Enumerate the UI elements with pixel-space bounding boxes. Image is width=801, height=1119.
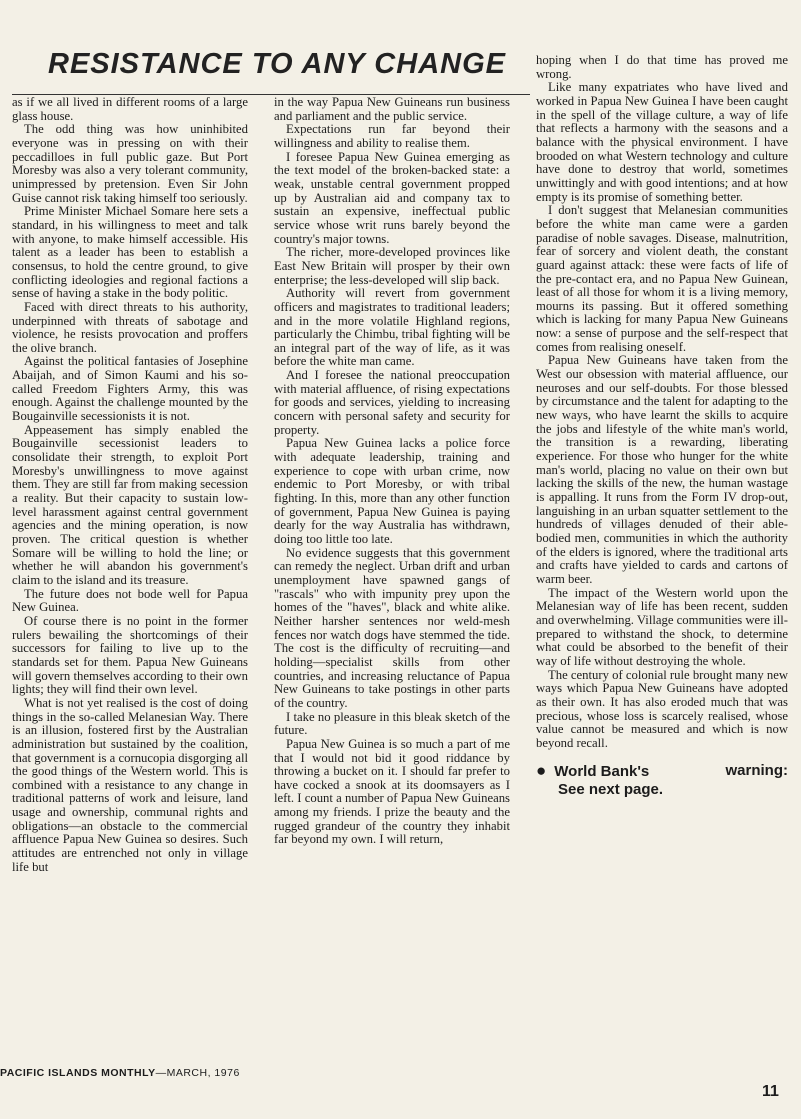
- paragraph: Expectations run far beyond their willingness and ability to realise them.: [274, 122, 510, 150]
- paragraph: Of course there is no point in the former rulers bewailing the shortcomings of their successors for failing to live up to the standards set for them. Papua New Guineans will govern themselves according to their own lights; they will find their own level.: [12, 613, 248, 697]
- paragraph: The future does not bode well for Papua New Guinea.: [12, 586, 248, 615]
- paragraph: Faced with direct threats to his authority, underpinned with threats of sabotage and violence, he resists provocation and proffers the olive branch.: [12, 299, 248, 355]
- paragraph: Papua New Guineans have taken from the West our obsession with material affluence, our neuroses and our self-doubts. For those blessed by circumstance and the talent for adapting to the new ways, who have learnt the skills to acquire the jobs and lifestyle of the white man's world, the transition is a rewarding, liberating experience. For those who hunger for the white man's world, placing no value on their own but lacking the skills of the new, the human wastage is appalling. It runs from the Form IV drop-out, languishing in an urban squatter settlement to the hundreds of villages denuded of their able-bodied men, communities in which the authority of the elders is ignored, where the traditional arts and crafts have yielded to cards and cartons of warm beer.: [536, 353, 788, 586]
- paragraph: Authority will revert from government officers and magistrates to traditional leaders; and in the more volatile Highland regions, particularly the Chimbu, tribal fighting will be an integral part of the way of life, as it was before the white man came.: [274, 286, 510, 369]
- paragraph: No evidence suggests that this government can remedy the neglect. Urban drift and urban unemployment have spawned gangs of "rascals" who with impunity prey upon the homes of the "haves", black and white alike. Neither harsher sentences nor weld-mesh fences nor watch dogs have stemmed the tide. The cost is the difficulty of recruiting—and holding—specialist skills from other countries, and increasing reluctance of Papua New Guineans to take postings in other parts of the country.: [274, 545, 510, 710]
- paragraph: I take no pleasure in this bleak sketch of the future.: [274, 709, 510, 738]
- paragraph: Papua New Guinea is so much a part of me that I would not bid it good riddance by throwing a bucket on it. I should far prefer to have cocked a snook at its doomsayers as I left. I count a number of Papua New Guineans among my friends. I prize the beauty and the rugged grandeur of the country they inhabit far beyond my own. I will return,: [274, 736, 510, 847]
- article-headline: RESISTANCE TO ANY CHANGE: [48, 48, 506, 80]
- page-number: 11: [762, 1083, 779, 1100]
- paragraph: as if we all lived in different rooms of a large glass house.: [12, 95, 248, 123]
- paragraph: I don't suggest that Melanesian communities before the white man came were a garden paradise of noble savages. Disease, malnutrition, fear of sorcery and violent death, the constant guard against attack: these were facts of life of the pre-contact era, and no Papua New Guinean, least of all those for whom it is a living memory, mourns its passing. But it offered something which is lacking for many Papua New Guineans now: a sense of purpose and the self-respect that comes from realising oneself.: [536, 203, 788, 354]
- paragraph: The century of colonial rule brought many new ways which Papua New Guineans have adopted as their own. It has also eroded much that was precious, whose loss is scarcely realised, whose value cannot be measured and which is now beyond recall.: [536, 667, 788, 750]
- paragraph: I foresee Papua New Guinea emerging as the text model of the broken-backed state: a weak, unstable central government propped up by Australian aid and company tax to sustain an expensive, ineffectual public service whose writ runs barely beyond the country's major towns.: [274, 149, 510, 246]
- paragraph: The impact of the Western world upon the Melanesian way of life has been recent, sudden and overwhelming. Village communities were ill-prepared to withstand the shock, to determine what could be absorbed to the benefit of their way of life without destroying the whole.: [536, 585, 788, 668]
- bullet-icon: ●: [536, 761, 547, 781]
- paragraph: Against the political fantasies of Josephine Abaijah, and of Simon Kaumi and his so-called Freedom Fighters Army, this was enough. Against the challenge mounted by the Bougainville secessionists it is not.: [12, 354, 248, 424]
- paragraph: hoping when I do that time has proved me wrong.: [536, 53, 788, 81]
- paragraph: And I foresee the national preoccupation with material affluence, of rising expectations for goods and services, yielding to increasing concern with personal safety and security for property.: [274, 368, 510, 437]
- page-footer: [0, 1067, 240, 1079]
- paragraph: The richer, more-developed provinces like East New Britain will prosper by their own enterprise; the less-developed will slip back.: [274, 245, 510, 287]
- paragraph: The odd thing was how uninhibited everyone was in pressing on with their peccadilloes in full public gaze. But Port Moresby was also a very tolerant community, unimpressed by pretension. Even Sir John Guise cannot risk taking himself too seriously.: [12, 122, 248, 205]
- publication-name: PACIFIC ISLANDS MONTHLY: [0, 1067, 156, 1079]
- paragraph: Appeasement has simply enabled the Bougainville secessionist leaders to consolidate their strength, to exploit Port Moresby's unwillingness to move against them. They are still far from making secession a reality. But their capacity to sustain low-level harassment against central government agencies and the mining operation, is now proven. The critical question is whether Somare will be willing to hold the line; or whether he will abandon his government's claim to the island and its treasure.: [12, 422, 248, 587]
- callout-text: warning:: [725, 762, 788, 780]
- article-column-1: [12, 96, 248, 874]
- article-column-2: [274, 96, 510, 847]
- paragraph: Like many expatriates who have lived and worked in Papua New Guinea I have been caught in the spell of the village culture, a way of life that reflects a harmony with the seasons and a balance with the physical environment. I have brooded on what Western technology and culture have done to destroy that world, sometimes unwittingly and with good intentions; and at how empty is its promise of something better.: [536, 80, 788, 204]
- paragraph: in the way Papua New Guineans run business and parliament and the public service.: [274, 95, 510, 123]
- paragraph: Prime Minister Michael Somare here sets a standard, in his willingness to meet and talk with anyone, to make himself accessible. His talent as a leader has been to establish a consensus, to hold the centre ground, to give conflicting ideologies and regional factions a sense of having a stake in the body politic.: [12, 204, 248, 301]
- article-column-3: [536, 54, 788, 799]
- paragraph: What is not yet realised is the cost of doing things in the so-called Melanesian Way. There is an illusion, fostered first by the Australian administration but sustained by the coalition, that government is a cornucopia disgorging all the good things of the Western world. This is combined with a resistance to any change in traditional patterns of work and leisure, land usage and ownership, communal rights and obligations—an obstacle to the commercial affluence Papua New Guinea so desires. Such attitudes are entrenched not only in village life but: [12, 695, 248, 874]
- callout-text: World Bank's: [554, 763, 650, 781]
- continuation-callout: [536, 762, 788, 799]
- issue-date: —MARCH, 1976: [155, 1067, 240, 1079]
- paragraph: Papua New Guinea lacks a police force with adequate leadership, training and experience to cope with urban crime, now endemic to Port Moresby, or with tribal fighting. In this, more than any other function of government, Papua New Guinea is paying dearly for the way Australia has withdrawn, doing too little too late.: [274, 436, 510, 546]
- callout-text: See next page.: [558, 781, 664, 799]
